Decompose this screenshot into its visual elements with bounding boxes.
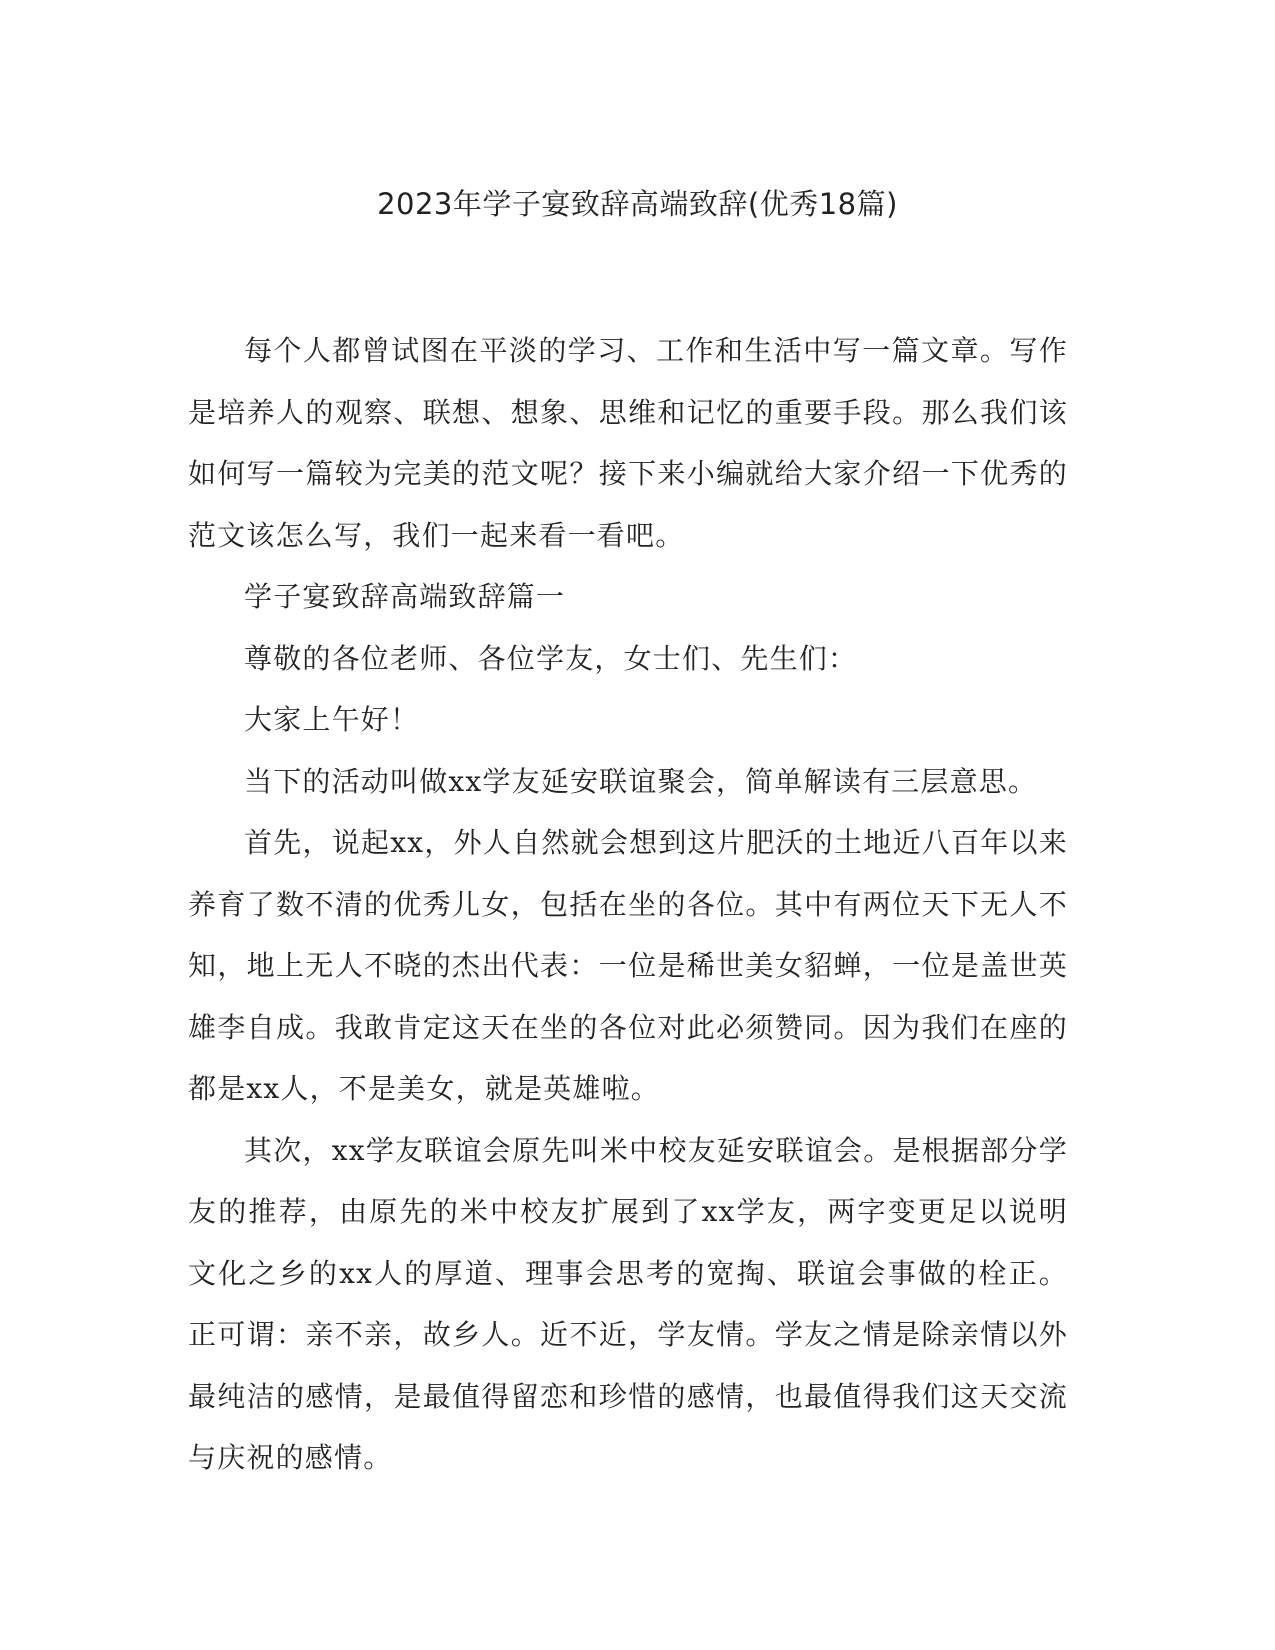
intro-paragraph: 每个人都曾试图在平淡的学习、工作和生活中写一篇文章。写作是培养人的观察、联想、想象、思维和记忆的重要手段。那么我们该如何写一篇较为完美的范文呢？接下来小编就给大家介绍一下优秀的范文该怎么写，我们一起来看一看吧。	[188, 334, 1068, 552]
document-title: 2023年学子宴致辞高端致辞(优秀18篇)	[377, 187, 898, 221]
body-paragraph: 首先，说起xx，外人自然就会想到这片肥沃的土地近八百年以来养育了数不清的优秀儿女，包括在坐的各位。其中有两位天下无人不知，地上无人不晓的杰出代表：一位是稀世美女貂蝉，一位是盖世英雄李自成。我敢肯定这天在坐的各位对此必须赞同。因为我们在座的都是xx人，不是美女，就是英雄啦。	[188, 826, 1068, 1105]
body-paragraph: 当下的活动叫做xx学友延安联谊聚会，简单解读有三层意思。	[244, 764, 1038, 798]
document-body	[188, 320, 1068, 1489]
salutation: 尊敬的各位老师、各位学友，女士们、先生们：	[244, 641, 858, 675]
body-paragraph: 其次，xx学友联谊会原先叫米中校友延安联谊会。是根据部分学友的推荐，由原先的米中校友扩展到了xx学友，两字变更足以说明文化之乡的xx人的厚道、理事会思考的宽掏、联谊会事做的栓正。正可谓：亲不亲，故乡人。近不近，学友情。学友之情是除亲情以外最纯洁的感情，是最值得留恋和珍惜的感情，也最值得我们这天交流与庆祝的感情。	[188, 1133, 1068, 1474]
greeting: 大家上午好！	[244, 703, 420, 736]
section-heading: 学子宴致辞高端致辞篇一	[244, 580, 566, 613]
